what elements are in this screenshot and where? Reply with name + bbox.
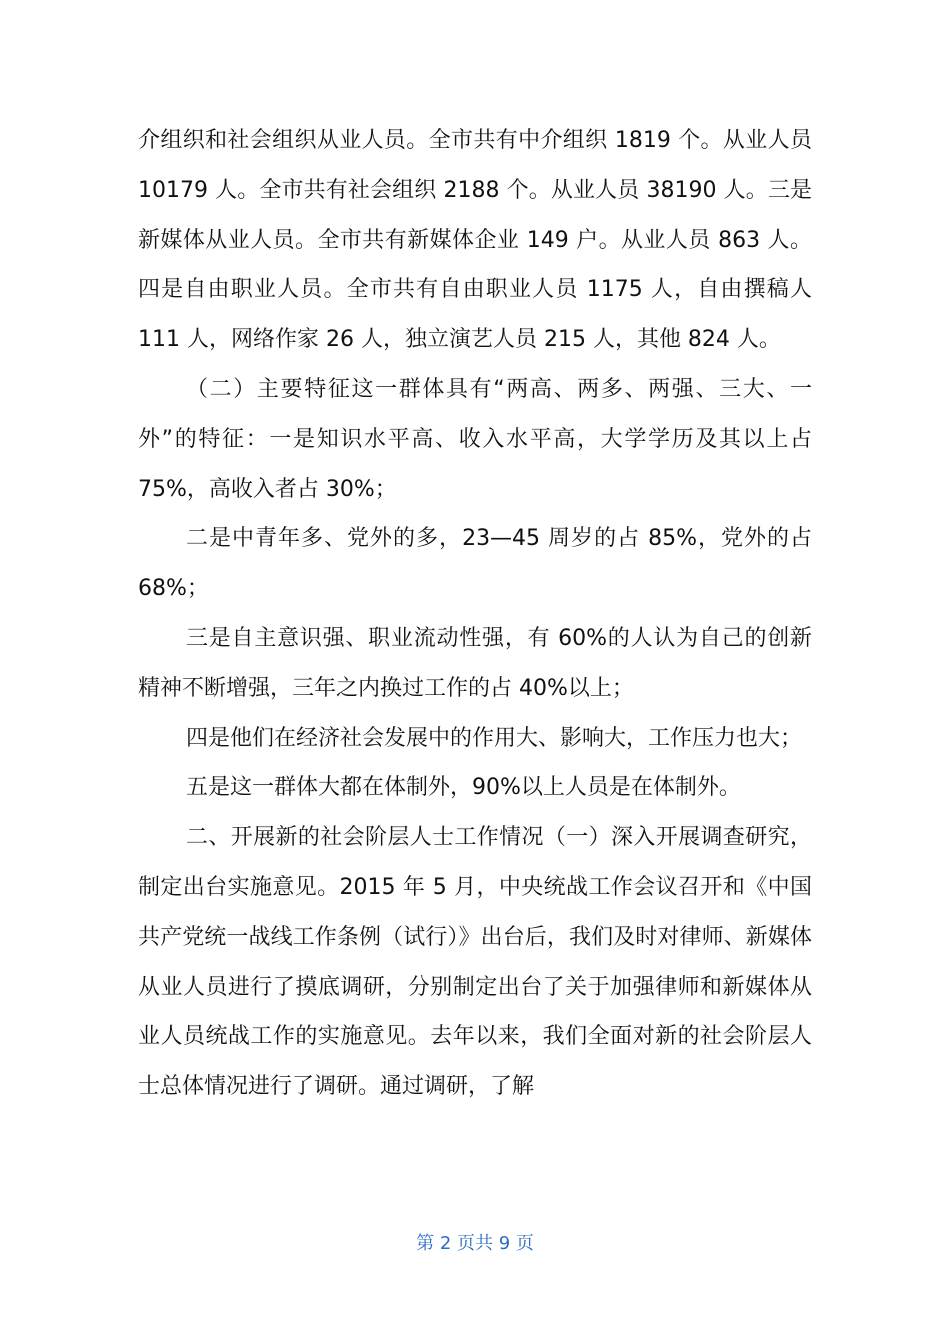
paragraph-4: 三是自主意识强、职业流动性强，有 60%的人认为自己的创新精神不断增强，三年之内换过工作的占 40%以上； — [138, 625, 812, 701]
paragraph-5: 四是他们在经济社会发展中的作用大、影响大，工作压力也大； — [186, 725, 803, 751]
paragraph-2: （二）主要特征这一群体具有“两高、两多、两强、三大、一外”的特征：一是知识水平高、收入水平高，大学学历及其以上占 75%，高收入者占 30%； — [138, 376, 812, 502]
paragraph-1: 介组织和社会组织从业人员。全市共有中介组织 1819 个。从业人员 10179 人。全市共有社会组织 2188 个。从业人员 38190 人。三是新媒体从业人员。全市共有新媒体企业 149 户。从业人员 863 人。四是自由职业人员。全市共有自由职业人员 1175 人，自由撰稿人 111 人，网络作家 26 人，独立演艺人员 215 人，其他 824 人。 — [138, 128, 812, 353]
body-text — [138, 116, 812, 1112]
page-footer: 第 2 页共 9 页 — [416, 1233, 534, 1254]
paragraph-3: 二是中青年多、党外的多，23—45 周岁的占 85%，党外的占 68%； — [138, 526, 812, 602]
paragraph-7: 二、开展新的社会阶层人士工作情况（一）深入开展调查研究，制定出台实施意见。2015 年 5 月，中央统战工作会议召开和《中国共产党统一战线工作条例（试行）》出台后，我们及时对律师、新媒体从业人员进行了摸底调研，分别制定出台了关于加强律师和新媒体从业人员统战工作的实施意见。去年以来，我们全面对新的社会阶层人士总体情况进行了调研。通过调研，了解 — [138, 825, 812, 1100]
paragraph-6: 五是这一群体大都在体制外，90%以上人员是在体制外。 — [186, 775, 741, 801]
